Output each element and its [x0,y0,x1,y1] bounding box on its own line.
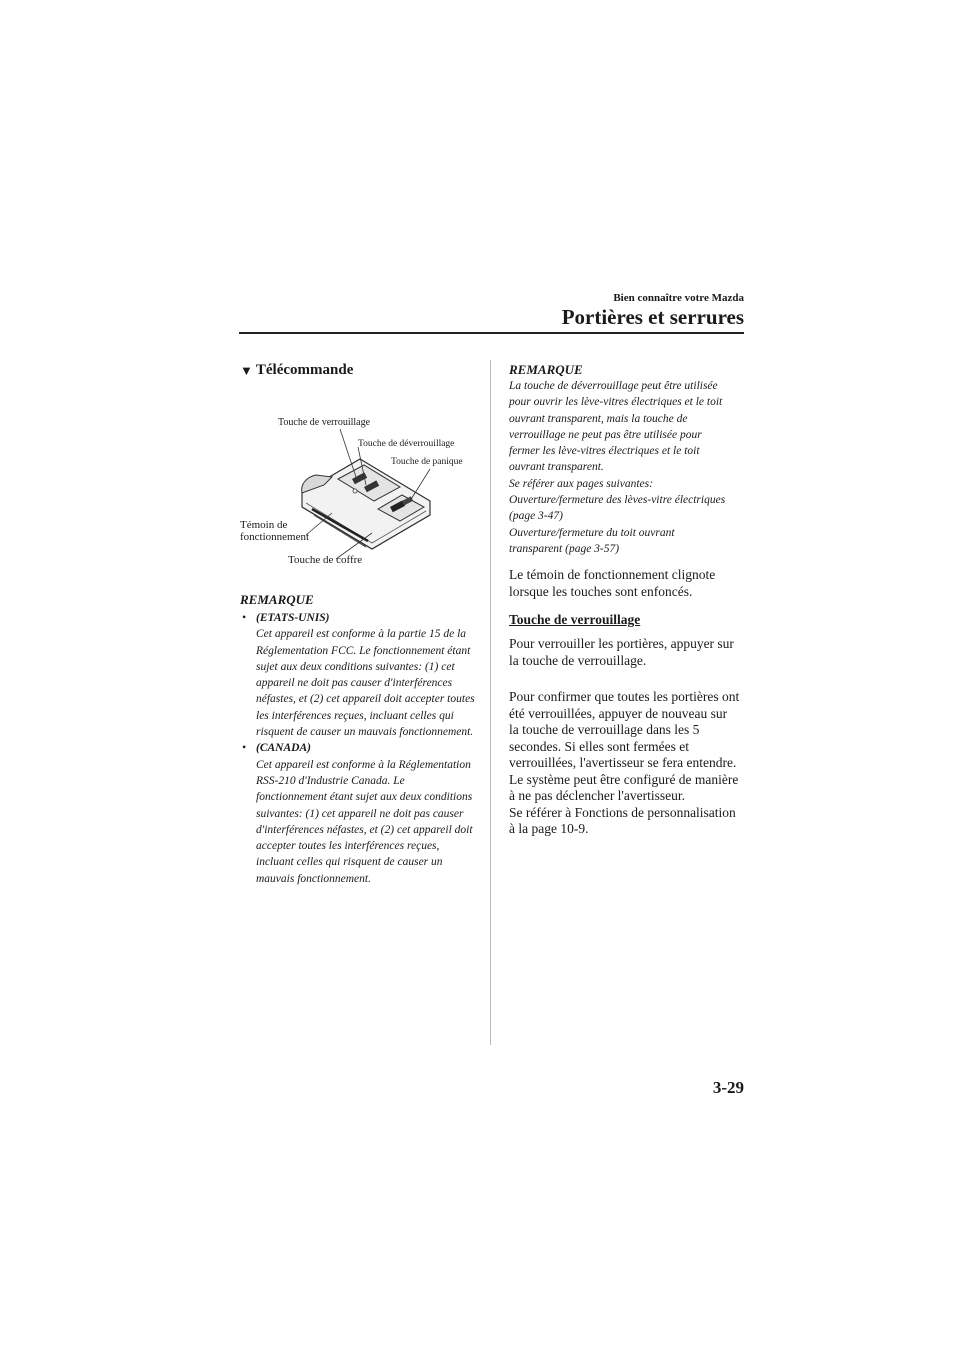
note-line: transparent (page 3-57) [509,542,620,555]
list-item [240,610,475,740]
note-line: ouvrant transparent. [509,461,604,474]
paragraph-line: Le système peut être configuré de manière [509,771,739,787]
lock-button-heading: Touche de verrouillage [509,612,641,628]
label-indicator-light: Témoin de fonctionnement [240,519,310,543]
note-item-heading: (CANADA) [256,742,311,755]
note-line: La touche de déverrouillage peut être utilisée [509,380,718,392]
lock-paragraph: Pour verrouiller les portières, appuyer sur la touche de verrouillage. [509,636,734,668]
note-item-text: Cet appareil est conforme à la partie 15 de la Réglementation FCC. Le fonctionnement étant sujet aux deux conditions suivantes: (1) cet appareil ne doit pas causer d'interférences néfastes, et (2) cet appareil doit accepter toutes les interférences reçues, incluant celles qui risquent de causer un mauvais fonctionnement. [256,628,475,739]
note-list [240,610,475,887]
paragraph-line: secondes. Si elles sont fermées et [509,738,689,754]
note-line: fermer les lève-vitres électriques et le toit [509,445,700,458]
paragraph-line: à la page 10-9. [509,821,589,837]
page-title: Portières et serrures [561,305,744,329]
label-panic-button: Touche de panique [391,457,463,467]
paragraph-line: la touche de verrouillage dans les 5 [509,722,700,738]
note-body [509,378,745,557]
remote-key-figure [240,397,475,572]
paragraph-line: Pour confirmer que toutes les portières ont [509,689,740,705]
label-lock-button: Touche de verrouillage [278,417,371,428]
right-column [509,362,745,838]
column-divider [490,360,491,1045]
section-title [240,362,475,379]
indicator-paragraph: Le témoin de fonctionnement clignote lorsque les touches sont enfoncés. [509,567,716,599]
note-line: Ouverture/fermeture du toit ouvrant [509,526,675,539]
note-line: Se référer aux pages suivantes: [509,477,653,490]
left-column [240,362,475,887]
header-subtitle: Bien connaître votre Mazda [613,292,744,304]
header-rule [239,332,744,334]
bullet-icon: • [242,612,247,624]
note-line: ouvrant transparent, mais la touche de [509,412,688,425]
triangle-down-icon: ▼ [240,362,253,378]
note-heading: REMARQUE [509,362,583,377]
paragraph-line: été verrouillées, appuyer de nouveau sur [509,705,728,721]
list-item [240,740,475,887]
paragraph-line: à ne pas déclencher l'avertisseur. [509,788,685,804]
section-title-text: Télécommande [255,362,354,378]
note-line: (page 3-47) [509,510,563,523]
bullet-icon: • [242,742,247,755]
label-trunk-button: Touche de coffre [288,554,363,566]
note-item-text: Cet appareil est conforme à la Réglementation RSS-210 d'Industrie Canada. Le fonctionnement étant sujet aux deux conditions suivantes: (1) cet appareil ne doit pas causer d'interférences néfastes, et (2) cet appareil doit accepter toutes les interférences reçues, incluant celles qui risquent de causer un mauvais fonctionnement. [256,758,473,885]
paragraph-line: Se référer à Fonctions de personnalisation [509,804,736,820]
note-line: pour ouvrir les lève-vitres électriques et le toit [509,396,723,409]
label-unlock-button: Touche de déverrouillage [358,439,455,449]
paragraph-line: verrouillées, l'avertisseur se fera entendre. [509,755,737,771]
note-line: verrouillage ne peut pas être utilisée pour [509,428,702,441]
note-line: Ouverture/fermeture des lèves-vitre électriques [509,494,726,507]
page-number: 3-29 [712,1078,744,1097]
note-item-heading: (ETATS-UNIS) [256,612,330,624]
confirm-paragraph [509,689,745,838]
note-heading: REMARQUE [240,592,314,607]
